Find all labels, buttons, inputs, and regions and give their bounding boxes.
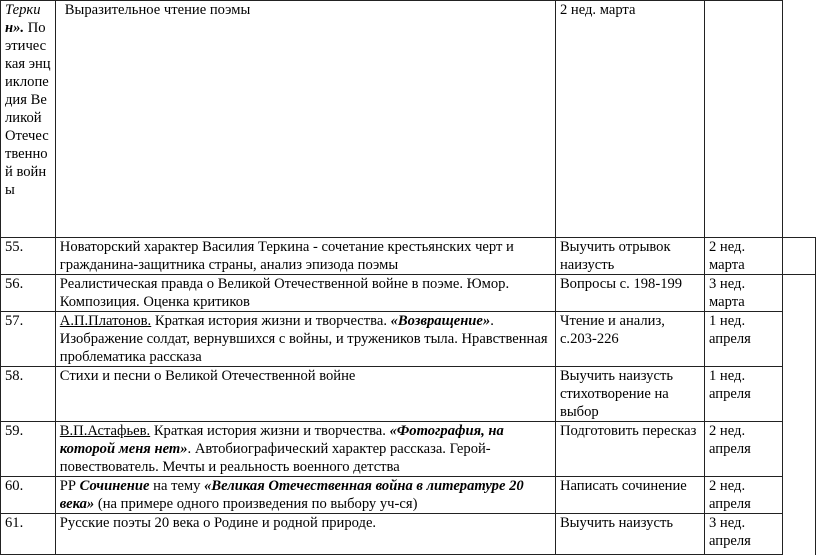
work-title: «Великая Отечественная война в литературе 20 века» [59,478,524,512]
empty-cell [783,477,816,514]
table-row [1,477,816,514]
homework-cell: 2 нед. марта [555,1,704,238]
content-text: РР [59,478,80,494]
empty-cell [783,422,816,477]
content-cell: Выразительное чтение поэмы [55,1,555,238]
date-cell: 1 нед. апреля [704,367,782,422]
lesson-number: 55. [1,238,56,275]
table-row [1,367,816,422]
empty-cell [783,514,816,555]
homework-cell: Вопросы с. 198-199 [555,275,704,312]
content-text: . Изображение солдат, вернувшихся с войны, и тружеников тыла. Нравственная проблематика рассказа [59,313,548,365]
essay-word: Сочинение [79,478,150,494]
content-text: Краткая история жизни и творчества. [150,423,390,439]
empty-cell [783,238,816,275]
date-cell: 3 нед. марта [704,275,782,312]
content-text: (на примере одного произведения по выбору уч-ся) [94,496,418,512]
lesson-content: Реалистическая правда о Великой Отечественной войне в поэме. Юмор. Композиция. Оценка критиков [55,275,555,312]
lesson-content: Новаторский характер Василия Теркина - сочетание крестьянских черт и гражданина-защитника страны, анализ эпизода поэмы [55,238,555,275]
content-text: . Автобиографический характер рассказа. Герой-повествователь. Мечты и реальность военного детства [59,441,491,475]
lesson-content: Русские поэты 20 века о Родине и родной природе. [55,514,555,555]
date-cell: 2 нед. апреля [704,422,782,477]
lesson-content [55,477,555,514]
lesson-number: 58. [1,367,56,422]
homework-cell: Выучить отрывок наизусть [555,238,704,275]
topic-text-a: Терки [5,2,41,18]
date-cell [704,1,782,238]
date-cell: 2 нед. марта [704,238,782,275]
lesson-number: 61. [1,514,56,555]
date-cell: 1 нед. апреля [704,312,782,367]
homework-cell: Написать сочинение [555,477,704,514]
author-name: А.П.Платонов. [59,313,152,329]
topic-cell [1,1,56,238]
content-text: на тему [149,478,205,494]
empty-cell [783,312,816,367]
empty-cell [783,1,816,238]
lesson-number: 57. [1,312,56,367]
lesson-content [55,312,555,367]
homework-cell: Выучить наизусть [555,514,704,555]
homework-cell: Чтение и анализ, с.203-226 [555,312,704,367]
date-cell: 3 нед. апреля [704,514,782,555]
lesson-number: 60. [1,477,56,514]
empty-cell [783,367,816,422]
table-row [1,1,816,238]
table-row [1,422,816,477]
author-name: В.П.Астафьев. [59,423,151,439]
lesson-number: 59. [1,422,56,477]
lesson-content [55,422,555,477]
table-row [1,275,816,312]
topic-text-c: Поэтическая энциклопедия Великой Отечественной войны [5,20,51,198]
homework-cell: Выучить наизусть стихотворение на выбор [555,367,704,422]
work-title: «Фотография, на которой меня нет» [59,423,504,457]
homework-cell: Подготовить пересказ [555,422,704,477]
topic-text-b: н». [5,20,25,36]
lesson-content: Стихи и песни о Великой Отечественной войне [55,367,555,422]
table-row [1,312,816,367]
table-row [1,238,816,275]
date-cell: 2 нед. апреля [704,477,782,514]
empty-cell [783,275,816,312]
table-row [1,514,816,555]
work-title: «Возвращение» [390,313,491,329]
content-text: Краткая история жизни и творчества. [151,313,391,329]
lesson-number: 56. [1,275,56,312]
